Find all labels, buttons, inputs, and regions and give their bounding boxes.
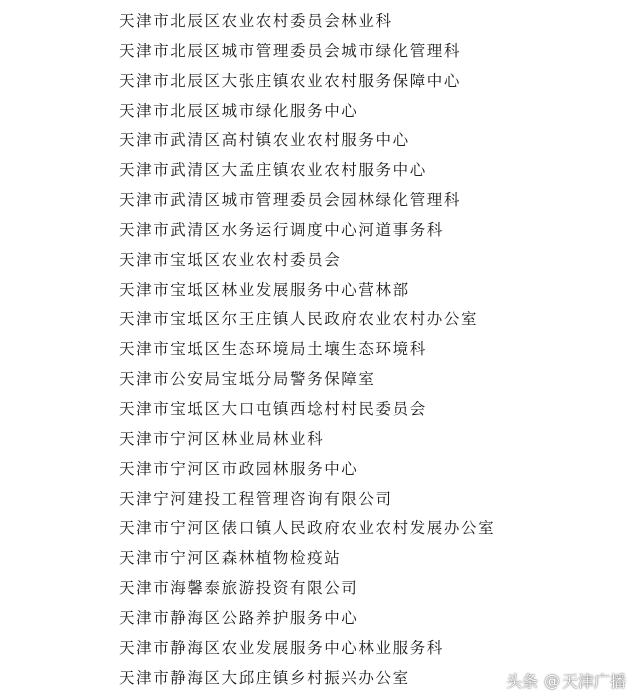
list-item: 天津市静海区农业发展服务中心林业服务科	[119, 638, 444, 657]
list-item: 天津市北辰区农业农村委员会林业科	[119, 12, 393, 30]
list-item: 天津市宝坻区生态环境局土壤生态环境科	[119, 340, 427, 359]
list-item: 天津市宝坻区农业农村委员会	[119, 250, 342, 269]
watermark-separator: @	[543, 670, 560, 690]
list-item: 天津市公安局宝坻分局警务保障室	[119, 370, 376, 389]
list-item: 天津市武清区高村镇农业农村服务中心	[119, 131, 410, 150]
list-item: 天津市海馨泰旅游投资有限公司	[119, 579, 359, 598]
list-item: 天津市宝坻区大口屯镇西埝村村民委员会	[119, 399, 427, 418]
list-item: 天津市宁河区森林植物检疫站	[119, 549, 342, 568]
list-item: 天津市宁河区俵口镇人民政府农业农村发展办公室	[119, 519, 496, 538]
list-item: 天津市武清区城市管理委员会园林绿化管理科	[119, 191, 462, 210]
watermark-platform: 头条	[505, 671, 538, 691]
list-item: 天津宁河建投工程管理咨询有限公司	[119, 489, 393, 508]
list-item: 天津市北辰区城市管理委员会城市绿化管理科	[119, 41, 462, 60]
list-item: 天津市宁河区市政园林服务中心	[119, 459, 359, 478]
list-item: 天津市静海区公路养护服务中心	[119, 608, 359, 627]
list-item: 天津市武清区大孟庄镇农业农村服务中心	[119, 161, 427, 180]
list-item: 天津市宁河区林业局林业科	[119, 429, 325, 448]
list-item: 天津市宝坻区尔王庄镇人民政府农业农村办公室	[119, 310, 479, 329]
list-item: 天津市北辰区大张庄镇农业农村服务保障中心	[119, 71, 462, 90]
organization-list	[119, 7, 495, 693]
list-item: 天津市武清区水务运行调度中心河道事务科	[119, 220, 444, 239]
watermark-account: 天津广播	[561, 671, 626, 691]
list-item: 天津市北辰区城市绿化服务中心	[119, 101, 359, 120]
list-item: 天津市静海区大邱庄镇乡村振兴办公室	[119, 668, 410, 687]
list-item: 天津市宝坻区林业发展服务中心营林部	[119, 280, 410, 299]
watermark	[506, 668, 626, 692]
